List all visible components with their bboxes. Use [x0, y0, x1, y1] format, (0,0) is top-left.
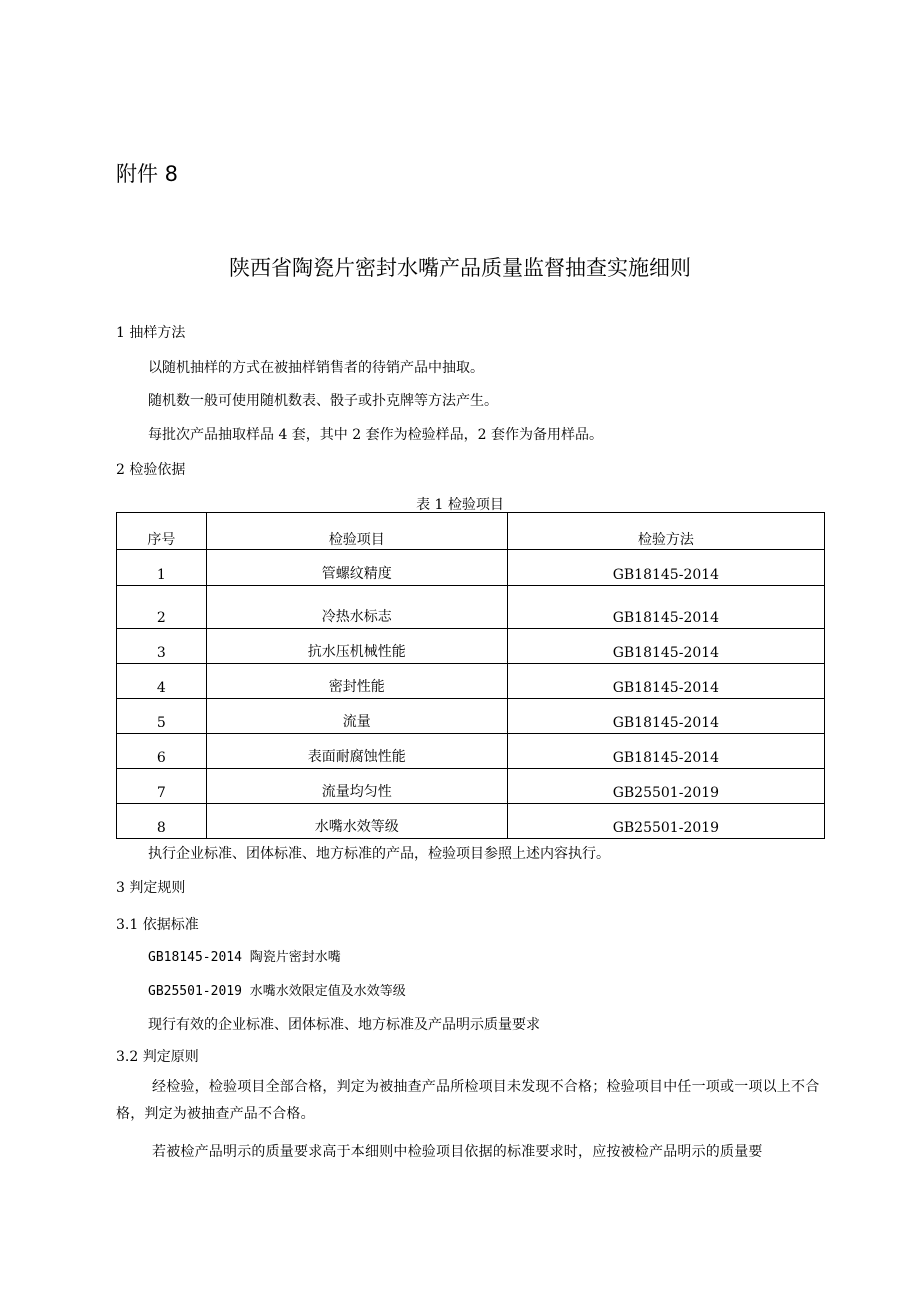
table-row: [117, 734, 825, 769]
row-item: 密封性能: [206, 664, 507, 699]
row-item: 流量均匀性: [206, 769, 507, 804]
row-index: 2: [117, 586, 207, 629]
standard-item: GB25501-2019 水嘴水效限定值及水效等级: [148, 984, 406, 999]
row-item: 流量: [206, 699, 507, 734]
row-method: GB18145-2014: [507, 550, 824, 586]
row-method: GB18145-2014: [507, 629, 824, 664]
section-1-paragraph: 随机数一般可使用随机数表、骰子或扑克牌等方法产生。: [148, 393, 498, 409]
table-row: [117, 769, 825, 804]
document-title: 陕西省陶瓷片密封水嘴产品质量监督抽查实施细则: [229, 256, 691, 280]
table-note: 执行企业标准、团体标准、地方标准的产品，检验项目参照上述内容执行。: [148, 846, 610, 862]
table-row: [117, 550, 825, 586]
table-header-row: [117, 513, 825, 550]
row-index: 4: [117, 664, 207, 699]
row-item: 冷热水标志: [206, 586, 507, 629]
row-item: 表面耐腐蚀性能: [206, 734, 507, 769]
row-index: 6: [117, 734, 207, 769]
table-row: [117, 664, 825, 699]
row-item: 管螺纹精度: [206, 550, 507, 586]
row-method: GB18145-2014: [507, 586, 824, 629]
row-method: GB18145-2014: [507, 734, 824, 769]
table-row: [117, 804, 825, 839]
table-row: [117, 629, 825, 664]
column-header-method: 检验方法: [507, 513, 824, 550]
attachment-label: 附件 8: [116, 162, 179, 186]
column-header-index: 序号: [117, 513, 207, 550]
row-index: 1: [117, 550, 207, 586]
row-index: 8: [117, 804, 207, 839]
row-method: GB25501-2019: [507, 804, 824, 839]
table-row: [117, 586, 825, 629]
row-index: 3: [117, 629, 207, 664]
row-index: 5: [117, 699, 207, 734]
section-3-heading: 3 判定规则: [116, 880, 186, 896]
row-method: GB18145-2014: [507, 699, 824, 734]
section-1-paragraph: 以随机抽样的方式在被抽样销售者的待销产品中抽取。: [148, 360, 484, 376]
inspection-items-table: [116, 512, 825, 839]
row-method: GB25501-2019: [507, 769, 824, 804]
row-index: 7: [117, 769, 207, 804]
standard-item: 现行有效的企业标准、团体标准、地方标准及产品明示质量要求: [148, 1017, 540, 1033]
table-row: [117, 699, 825, 734]
table-caption: 表 1 检验项目: [416, 497, 504, 513]
row-item: 水嘴水效等级: [206, 804, 507, 839]
section-1-paragraph: 每批次产品抽取样品 4 套，其中 2 套作为检验样品，2 套作为备用样品。: [148, 427, 603, 443]
row-item: 抗水压机械性能: [206, 629, 507, 664]
standard-item: GB18145-2014 陶瓷片密封水嘴: [148, 950, 341, 965]
judgement-paragraph: 若被检产品明示的质量要求高于本细则中检验项目依据的标准要求时，应按被检产品明示的质量要: [152, 1144, 763, 1160]
section-1-heading: 1 抽样方法: [116, 325, 186, 341]
section-3-1-heading: 3.1 依据标准: [116, 917, 199, 933]
judgement-paragraph: 经检验，检验项目全部合格，判定为被抽查产品所检项目未发现不合格；检验项目中任一项或一项以上不合格，判定为被抽查产品不合格。: [116, 1079, 820, 1122]
section-2-heading: 2 检验依据: [116, 462, 186, 478]
section-3-2-heading: 3.2 判定原则: [116, 1049, 199, 1065]
row-method: GB18145-2014: [507, 664, 824, 699]
column-header-item: 检验项目: [206, 513, 507, 550]
